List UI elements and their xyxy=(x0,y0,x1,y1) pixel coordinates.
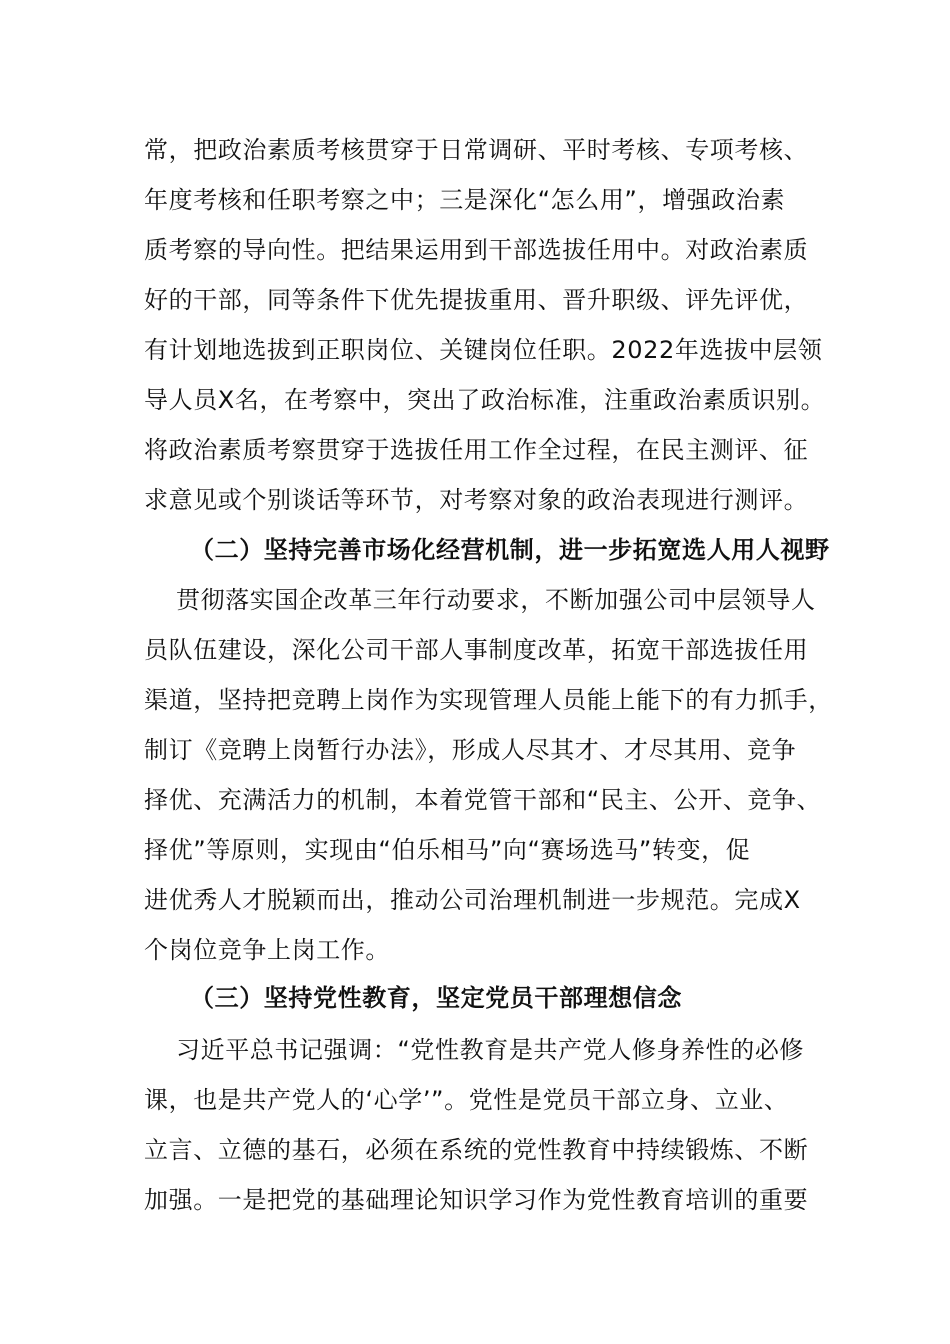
section-heading: （二）坚持完善市场化经营机制，进一步拓宽选人用人视野 xyxy=(190,536,830,564)
body-text-line: 立言、立德的基石，必须在系统的党性教育中持续锻炼、不断 xyxy=(144,1136,809,1164)
body-text-line: 年度考核和任职考察之中；三是深化“怎么用”，增强政治素 xyxy=(144,186,786,214)
body-text-line: 导人员X名，在考察中，突出了政治标准，注重政治素质识别。 xyxy=(144,386,826,414)
body-text-line: 课，也是共产党人的‘心学’”。党性是党员干部立身、立业、 xyxy=(144,1086,789,1114)
body-text-line: 习近平总书记强调：“党性教育是共产党人修身养性的必修 xyxy=(176,1036,805,1064)
body-text-line: 个岗位竞争上岗工作。 xyxy=(144,936,390,964)
body-text-line: 择优”等原则，实现由“伯乐相马”向“赛场选马”转变，促 xyxy=(144,836,751,864)
body-text-line: 择优、充满活力的机制，本着党管干部和“民主、公开、竞争、 xyxy=(144,786,822,814)
body-text-line: 质考察的导向性。把结果运用到干部选拔任用中。对政治素质 xyxy=(144,236,809,264)
body-text-line: 好的干部，同等条件下优先提拔重用、晋升职级、评先评优， xyxy=(144,286,809,314)
body-text-line: 渠道，坚持把竞聘上岗作为实现管理人员能上能下的有力抓手， xyxy=(144,686,833,714)
body-text-line: 贯彻落实国企改革三年行动要求，不断加强公司中层领导人 xyxy=(176,586,816,614)
body-text-line: 员队伍建设，深化公司干部人事制度改革，拓宽干部选拔任用 xyxy=(144,636,809,664)
body-text-line: 有计划地选拔到正职岗位、关键岗位任职。2022年选拔中层领 xyxy=(144,336,823,364)
body-text-line: 进优秀人才脱颖而出，推动公司治理机制进一步规范。完成X xyxy=(144,886,801,914)
body-text-line: 常，把政治素质考核贯穿于日常调研、平时考核、专项考核、 xyxy=(144,136,809,164)
body-text-line: 加强。一是把党的基础理论知识学习作为党性教育培训的重要 xyxy=(144,1186,809,1214)
body-text-line: 将政治素质考察贯穿于选拔任用工作全过程，在民主测评、征 xyxy=(144,436,809,464)
section-heading: （三）坚持党性教育，坚定党员干部理想信念 xyxy=(190,984,682,1012)
body-text-line: 求意见或个别谈话等环节，对考察对象的政治表现进行测评。 xyxy=(144,486,809,514)
body-text-line: 制订《竞聘上岗暂行办法》，形成人尽其才、才尽其用、竞争 xyxy=(144,736,797,764)
